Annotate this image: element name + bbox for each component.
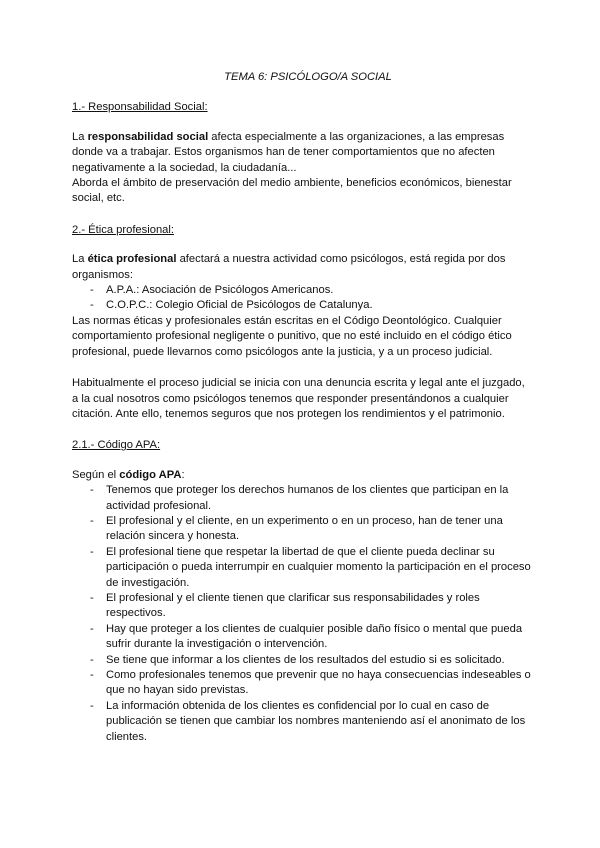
list-item: - C.O.P.C.: Colegio Oficial de Psicólogos de Catalunya. xyxy=(72,298,534,313)
list-item: - Como profesionales tenemos que prevenir que no haya consecuencias indeseables o que no hayan sido previstas. xyxy=(90,669,531,697)
list-item: - Se tiene que informar a los clientes de los resultados del estudio si es solicitado. xyxy=(72,653,534,668)
list-item: - La información obtenida de los clientes es confidencial por lo cual en caso de publicación se tienen que cambiar los nombres manteniendo así el anonimato de los clientes. xyxy=(90,699,526,743)
list-item: - El profesional y el cliente tienen que clarificar sus responsabilidades y roles respectivos. xyxy=(90,591,480,620)
dash-bullet: - xyxy=(90,653,94,666)
paragraph: Las normas éticas y profesionales están escritas en el Código Deontológico. Cualquier comportamiento profesional negligente o punitivo, que no esté incluido en el código ético profesional, puede llevarnos como psicólogos ante la justicia, y a un proceso judicial. xyxy=(72,314,512,358)
dash-bullet: - xyxy=(90,699,94,712)
dash-bullet: - xyxy=(90,514,94,527)
bold-term: responsabilidad social xyxy=(87,130,209,143)
dash-bullet: - xyxy=(90,545,94,558)
paragraph: La responsabilidad social afecta especialmente a las organizaciones, a las empresas donde va a trabajar. Estos organismos han de tener comportamientos que no afecten negativamente a la sociedad, la ciudadanía... xyxy=(72,130,505,174)
dash-bullet: - xyxy=(90,591,94,604)
bold-term: ética profesional xyxy=(87,253,177,266)
apa-code-list xyxy=(72,483,534,745)
section-heading-codigo-apa: 2.1.- Código APA: xyxy=(72,439,161,452)
dash-bullet: - xyxy=(90,669,94,681)
page-title: TEMA 6: PSICÓLOGO/A SOCIAL xyxy=(224,71,392,83)
paragraph: La ética profesional afectará a nuestra actividad como psicólogos, está regida por dos organismos: xyxy=(72,253,506,281)
section-heading-etica: 2.- Ética profesional: xyxy=(72,223,174,236)
dash-bullet: - xyxy=(90,622,94,635)
list-item: - El profesional tiene que respetar la libertad de que el cliente pueda declinar su participación o pueda interrumpir en cualquier momento la participación en el proceso de investigación. xyxy=(90,545,531,589)
paragraph: Habitualmente el proceso judicial se inicia con una denuncia escrita y legal ante el juzgado, a la cual nosotros como psicólogos tenemos que responder presentándonos a cualquier citación. Ante ello, tenemos seguros que nos protegen los rendimientos y el patrimonio. xyxy=(72,377,525,420)
paragraph: Según el código APA: xyxy=(72,468,185,481)
bold-term: código APA xyxy=(119,468,182,481)
list-item: - A.P.A.: Asociación de Psicólogos Americanos. xyxy=(72,283,534,298)
list-item: - El profesional y el cliente, en un experimento o en un proceso, han de tener una relación sincera y honesta. xyxy=(90,514,503,543)
list-item: - Tenemos que proteger los derechos humanos de los clientes que participan en la actividad profesional. xyxy=(90,484,509,512)
section-heading-responsabilidad: 1.- Responsabilidad Social: xyxy=(72,101,208,114)
organisms-list xyxy=(72,283,534,314)
paragraph: Aborda el ámbito de preservación del medio ambiente, beneficios económicos, bienestar social, etc. xyxy=(72,177,512,205)
list-item: - Hay que proteger a los clientes de cualquier posible daño físico o mental que pueda sufrir durante la investigación o intervención. xyxy=(90,622,523,651)
dash-bullet: - xyxy=(90,484,94,497)
dash-bullet: - xyxy=(90,284,94,297)
dash-bullet: - xyxy=(90,299,94,312)
